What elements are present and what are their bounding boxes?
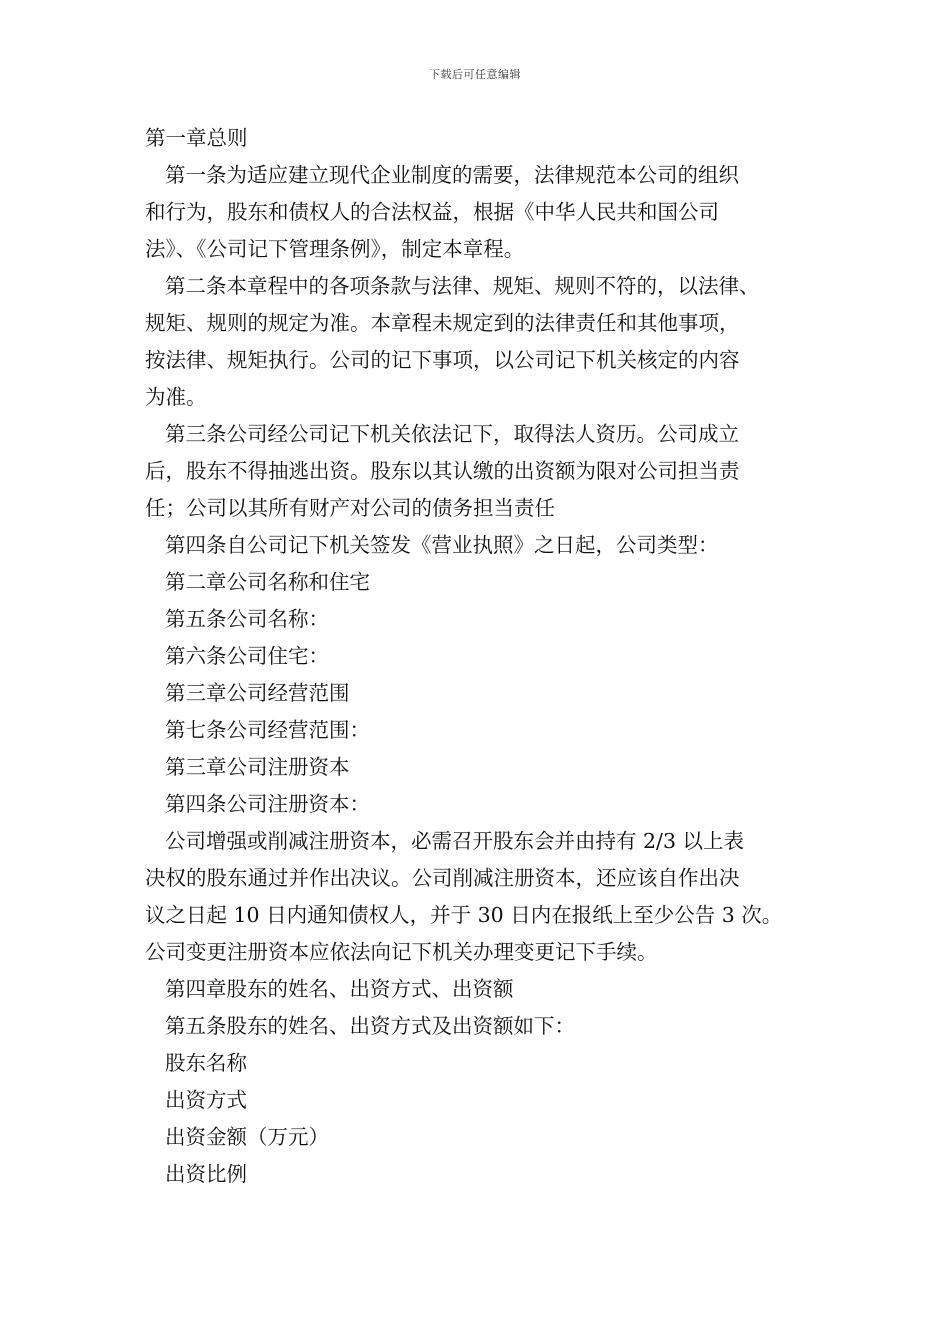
article-line: 第三条公司经公司记下机关依法记下，取得法人资历。公司成立 [165,422,739,446]
article-line: 决权的股东通过并作出决议。公司削减注册资本，还应该自作出决 [145,866,740,890]
article-line: 公司变更注册资本应依法向记下机关办理变更记下手续。 [145,940,658,964]
article-line: 第四条公司注册资本： [165,792,370,816]
article-line: 第五条股东的姓名、出资方式及出资额如下： [165,1014,575,1038]
chapter-heading: 第四章股东的姓名、出资方式、出资额 [165,977,514,1001]
chapter-heading: 第三章公司注册资本 [165,755,350,779]
article-line: 和行为，股东和债权人的合法权益，根据《中华人民共和国公司 [145,200,719,224]
page-header-note: 下载后可任意编辑 [429,68,521,81]
article-line: 第二条本章程中的各项条款与法律、规矩、规则不符的，以法律、 [165,274,760,298]
article-line: 后，股东不得抽逃出资。股东以其认缴的出资额为限对公司担当责 [145,459,740,483]
table-field-label: 出资方式 [165,1088,247,1112]
article-line: 按法律、规矩执行。公司的记下事项，以公司记下机关核定的内容 [145,348,740,372]
article-line: 法》、《公司记下管理条例》，制定本章程。 [145,237,525,261]
article-line: 任；公司以其所有财产对公司的债务担当责任 [145,496,555,520]
chapter-heading: 第一章总则 [145,126,248,150]
article-line: 议之日起 10 日内通知债权人，并于 30 日内在报纸上至少公告 3 次。 [145,903,783,927]
article-line: 第四条自公司记下机关签发《营业执照》之日起，公司类型： [165,533,719,557]
article-line: 为准。 [145,385,207,409]
table-field-label: 出资比例 [165,1162,247,1186]
document-body [145,120,825,1193]
article-line: 公司增强或削减注册资本，必需召开股东会并由持有 2/3 以上表 [165,829,745,853]
chapter-heading: 第二章公司名称和住宅 [165,570,370,594]
article-line: 第七条公司经营范围： [165,718,370,742]
chapter-heading: 第三章公司经营范围 [165,681,350,705]
article-line: 规矩、规则的规定为准。本章程未规定到的法律责任和其他事项， [145,311,740,335]
article-line: 第五条公司名称： [165,607,329,631]
article-line: 第六条公司住宅： [165,644,329,668]
article-line: 第一条为适应建立现代企业制度的需要，法律规范本公司的组织 [165,163,739,187]
table-field-label: 股东名称 [165,1051,247,1075]
table-field-label: 出资金额（万元） [165,1125,329,1149]
